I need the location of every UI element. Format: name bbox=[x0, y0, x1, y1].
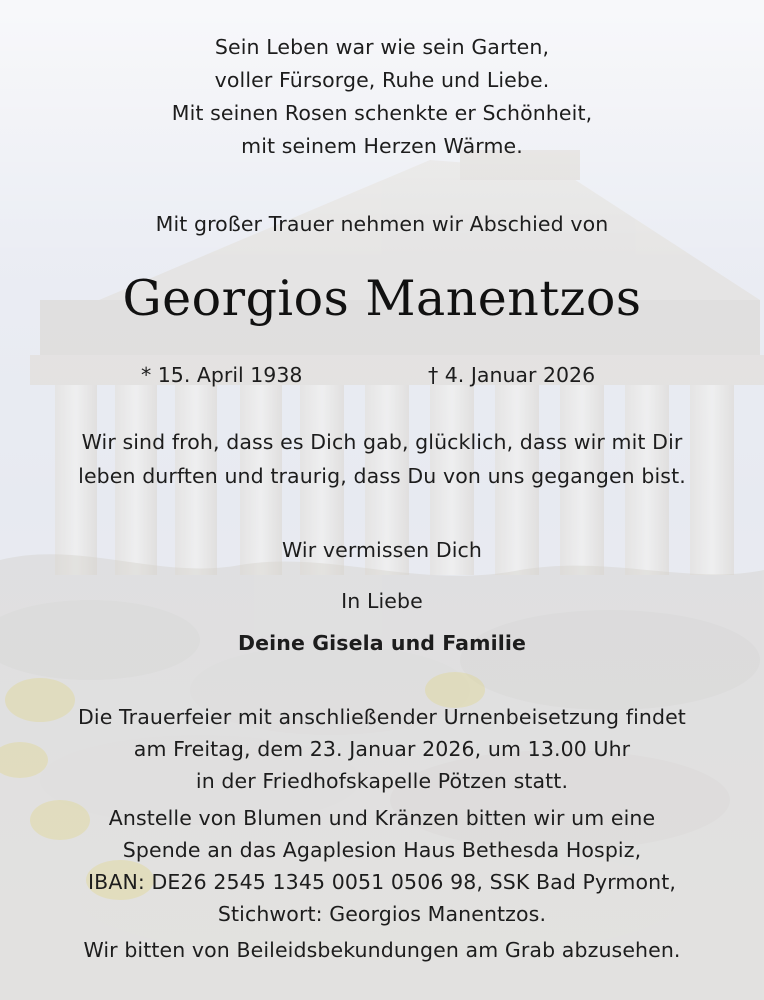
donation-line-1: Anstelle von Blumen und Kränzen bitten wir um eine bbox=[108, 806, 656, 830]
quote-line-2: leben durften und traurig, dass Du von uns gegangen bist. bbox=[78, 464, 686, 488]
love-text: In Liebe bbox=[341, 589, 423, 613]
birth-date: * 15. April 1938 bbox=[141, 363, 303, 387]
donation-line-3: IBAN: DE26 2545 1345 0051 0506 98, SSK Bad Pyrmont, bbox=[88, 870, 676, 894]
funeral-line-3: in der Friedhofskapelle Pötzen statt. bbox=[195, 769, 569, 793]
donation-line-4: Stichwort: Georgios Manentzos. bbox=[217, 902, 547, 926]
funeral-line-1: Die Trauerfeier mit anschließender Urnenbeisetzung findet bbox=[78, 705, 686, 729]
miss-text: Wir vermissen Dich bbox=[282, 538, 482, 562]
poem-line-3: Mit seinen Rosen schenkte er Schönheit, bbox=[171, 101, 593, 125]
funeral-line-2: am Freitag, dem 23. Januar 2026, um 13.00 Uhr bbox=[133, 737, 631, 761]
death-date: † 4. Januar 2026 bbox=[428, 363, 596, 387]
poem-line-2: voller Fürsorge, Ruhe und Liebe. bbox=[214, 68, 550, 92]
deceased-name: Georgios Manentzos bbox=[122, 270, 642, 327]
poem-line-4: mit seinem Herzen Wärme. bbox=[241, 134, 523, 158]
quote-line-1: Wir sind froh, dass es Dich gab, glücklich, dass wir mit Dir bbox=[81, 430, 683, 454]
closing-note: Wir bitten von Beileidsbekundungen am Grab abzusehen. bbox=[83, 938, 681, 962]
poem-line-1: Sein Leben war wie sein Garten, bbox=[214, 35, 550, 59]
donation-line-2: Spende an das Agaplesion Haus Bethesda Hospiz, bbox=[122, 838, 642, 862]
family-signature: Deine Gisela und Familie bbox=[238, 631, 526, 655]
intro-text: Mit großer Trauer nehmen wir Abschied von bbox=[155, 212, 609, 236]
